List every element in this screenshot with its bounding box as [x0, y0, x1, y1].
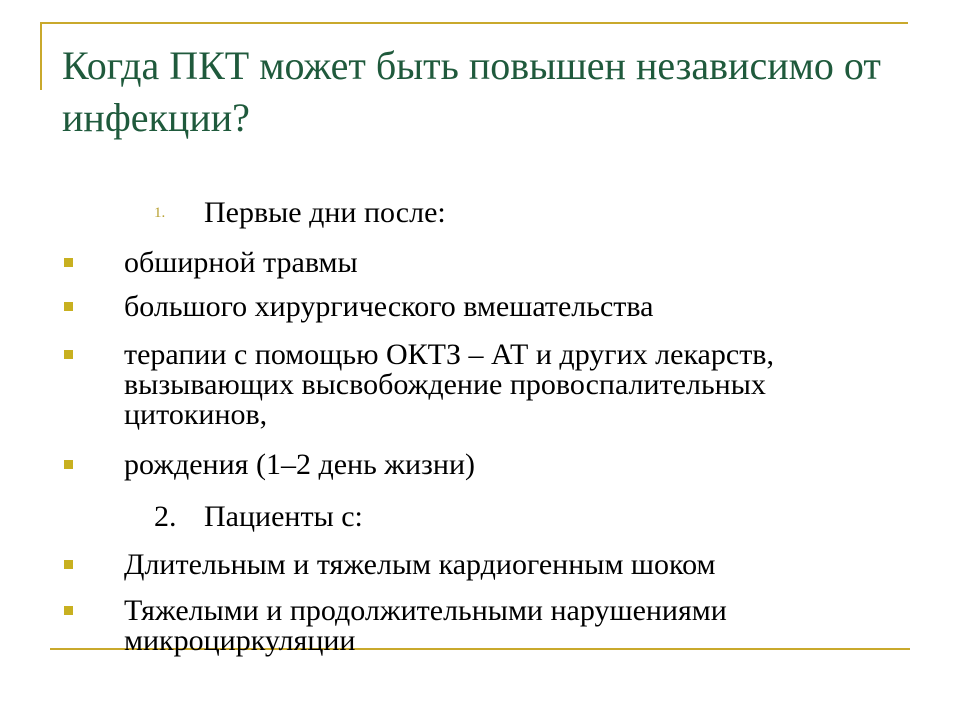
- list-item-text: Тяжелыми и продолжительными нарушениями микроциркуляции: [124, 594, 727, 657]
- slide-title: Когда ПКТ может быть повышен независимо от инфекции?: [62, 43, 881, 140]
- list-item-text: терапии с помощью ОКТЗ – АТ и других лекарств, вызывающих высвобождение провоспалительных цитокинов,: [124, 338, 774, 431]
- section-2-heading-text: Пациенты с:: [204, 500, 363, 533]
- list-item-text: обширной травмы: [124, 246, 358, 279]
- square-bullet-icon: [64, 460, 73, 469]
- square-bullet-icon: [64, 606, 73, 615]
- list-item-text: рождения (1–2 день жизни): [124, 448, 476, 481]
- square-bullet-icon: [64, 302, 73, 311]
- section-1-heading: [154, 196, 446, 230]
- square-bullet-icon: [64, 258, 73, 267]
- section-2-number: 2.: [154, 500, 177, 533]
- list-item-text: Длительным и тяжелым кардиогенным шоком: [124, 548, 716, 581]
- section-1-heading-text: Первые дни после:: [204, 196, 446, 229]
- section-2-heading: [154, 500, 363, 534]
- list-item-text: большого хирургического вмешательства: [124, 290, 654, 323]
- square-bullet-icon: [64, 350, 73, 359]
- square-bullet-icon: [64, 560, 73, 569]
- section-1-number: 1.: [154, 205, 166, 221]
